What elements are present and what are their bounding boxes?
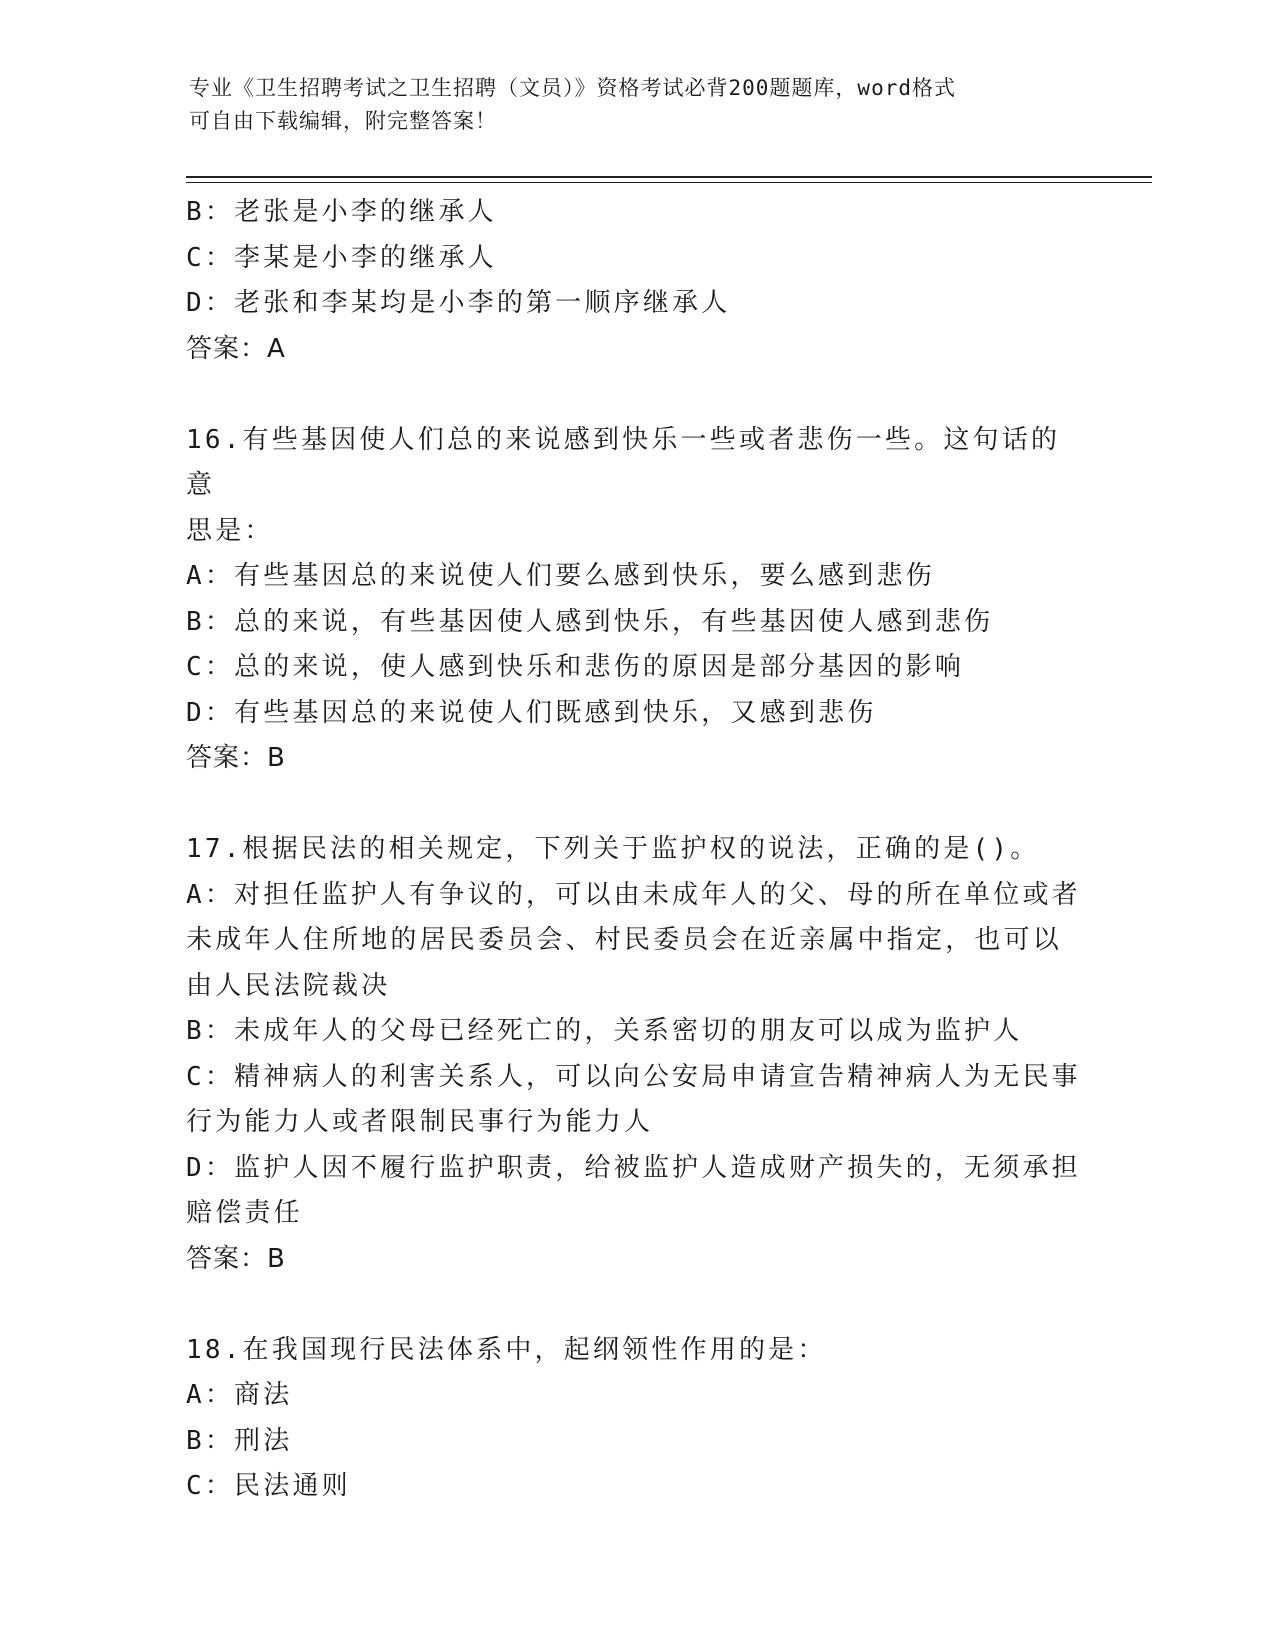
q16-option-b: B：总的来说，有些基因使人感到快乐，有些基因使人感到悲伤 [186,606,994,637]
q16-stem-line-1: 16.有些基因使人们总的来说感到快乐一些或者悲伤一些。这句话的意 [186,424,1061,500]
q17-option-d-line-1: D：监护人因不履行监护职责，给被监护人造成财产损失的，无须承担 [186,1152,1081,1183]
q16-option-d: D：有些基因总的来说使人们既感到快乐，又感到悲伤 [186,697,877,728]
question-content [186,190,1086,1510]
q15-option-b: B：老张是小李的继承人 [186,197,497,227]
q15-option-d: D：老张和李某均是小李的第一顺序继承人 [186,288,731,318]
header-rule-thick [186,176,1152,178]
q17-option-b: B：未成年人的父母已经死亡的，关系密切的朋友可以成为监护人 [186,1016,1023,1046]
q17-option-a-line-2: 未成年人住所地的居民委员会、村民委员会在近亲属中指定，也可以 [186,925,1063,955]
question-17 [186,827,1086,1282]
page-header [189,72,1089,138]
spacer [186,372,1086,418]
q17-option-c-line-2: 行为能力人或者限制民事行为能力人 [186,1107,654,1137]
q17-answer: 答案：B [186,1243,286,1274]
q17-option-a-line-1: A：对担任监护人有争议的，可以由未成年人的父、母的所在单位或者 [186,879,1081,910]
q15-option-c: C：李某是小李的继承人 [186,242,497,273]
q17-option-d-line-2: 赔偿责任 [186,1198,303,1228]
q16-option-c: C：总的来说，使人感到快乐和悲伤的原因是部分基因的影响 [186,652,965,682]
q16-stem-line-2: 思是： [186,515,274,546]
spacer [186,782,1086,828]
q16-answer: 答案：B [186,743,286,773]
header-line-2: 可自由下载编辑，附完整答案！ [189,109,497,133]
q17-option-a-line-3: 由人民法院裁决 [186,970,391,1001]
q17-option-c-line-1: C：精神病人的利害关系人，可以向公安局申请宣告精神病人为无民事 [186,1061,1081,1092]
q15-answer: 答案：A [186,333,286,364]
spacer [186,1282,1086,1328]
header-line-1: 专业《卫生招聘考试之卫生招聘（文员）》资格考试必背200题题库，word格式 [189,76,956,100]
q17-stem: 17.根据民法的相关规定，下列关于监护权的说法，正确的是()。 [186,834,1040,864]
q16-option-a: A：有些基因总的来说使人们要么感到快乐，要么感到悲伤 [186,561,935,591]
q18-option-c: C：民法通则 [186,1471,351,1501]
question-16 [186,418,1086,782]
question-18 [186,1328,1086,1510]
q18-option-b: B：刑法 [186,1425,293,1456]
q18-stem: 18.在我国现行民法体系中，起纲领性作用的是： [186,1334,827,1365]
header-rule-thin [186,182,1152,183]
question-15-tail [186,190,1086,372]
q18-option-a: A：商法 [186,1380,293,1410]
